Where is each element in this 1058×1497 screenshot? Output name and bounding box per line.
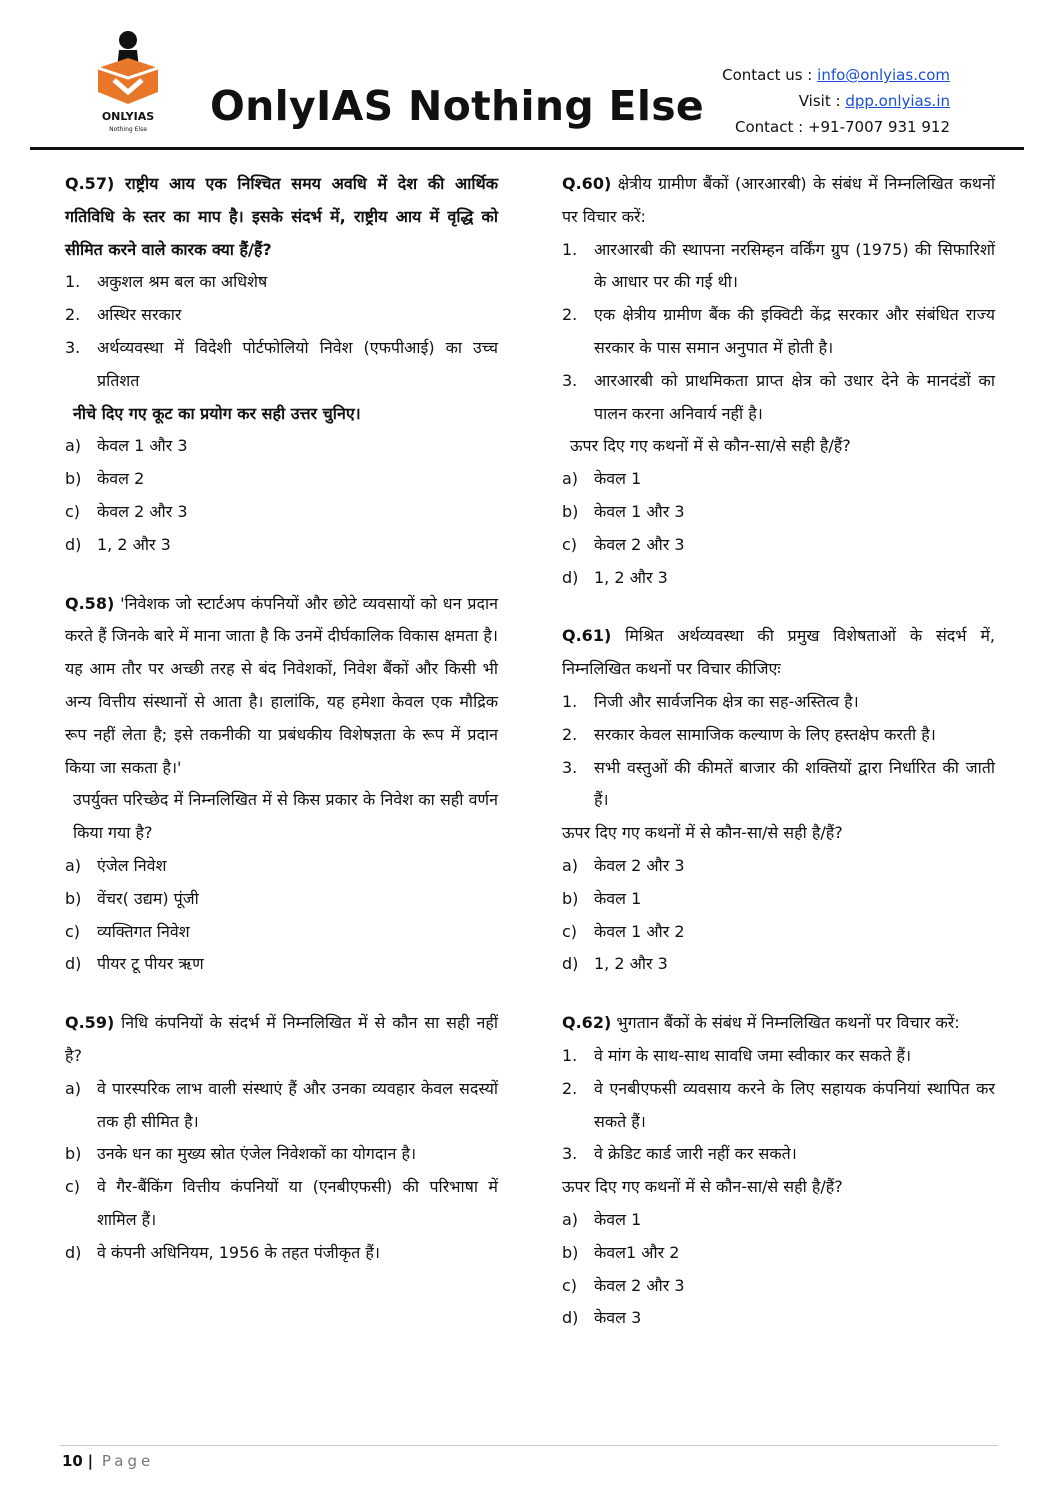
page-footer (62, 1452, 154, 1470)
question-number: Q.58) (65, 593, 115, 613)
question-62 (562, 1007, 995, 1335)
option: c) केवल 2 और 3 (65, 501, 188, 521)
option: b) केवल1 और 2 (562, 1242, 680, 1262)
question-text: निधि कंपनियों के संदर्भ में निम्नलिखित में से कौन सा सही नहीं है? (65, 1013, 498, 1065)
question-number: Q.61) (562, 626, 612, 646)
instruction: ऊपर दिए गए कथनों में से कौन-सा/से सही है/हैं? (562, 1177, 843, 1197)
option: a) केवल 1 (562, 469, 642, 489)
option: d) 1, 2 और 3 (562, 954, 668, 974)
question-61 (562, 620, 995, 981)
option: a) वे पारस्परिक लाभ वाली संस्थाएं हैं और उनका व्यवहार केवल सदस्यों तक ही सीमित है। (65, 1078, 498, 1131)
statement: 3. सभी वस्तुओं की कीमतें बाजार की शक्तियों द्वारा निर्धारित की जाती हैं। (562, 757, 995, 810)
statement: 3. वे क्रेडिट कार्ड जारी नहीं कर सकते। (562, 1144, 797, 1164)
option: a) केवल 1 (562, 1209, 642, 1229)
instruction: ऊपर दिए गए कथनों में से कौन-सा/से सही है/हैं? (570, 436, 851, 456)
contact-email-link[interactable]: info@onlyias.com (817, 66, 950, 84)
statement: 3. आरआरबी को प्राथमिकता प्राप्त क्षेत्र को उधार देने के मानदंडों का पालन करना अनिवार्य नहीं है। (562, 370, 995, 423)
option: b) केवल 1 (562, 888, 642, 908)
header-divider (30, 147, 1024, 150)
contact-label: Contact us : (722, 66, 813, 84)
option: c) केवल 1 और 2 (562, 921, 685, 941)
statement: 2. अस्थिर सरकार (65, 305, 182, 325)
option: c) केवल 2 और 3 (562, 1275, 685, 1295)
option: d) वे कंपनी अधिनियम, 1956 के तहत पंजीकृत हैं। (65, 1242, 380, 1262)
footer-separator: | (87, 1452, 94, 1470)
question-60 (562, 168, 995, 594)
visit-label: Visit : (798, 92, 841, 110)
statement: 2. वे एनबीएफसी व्यवसाय करने के लिए सहायक कंपनियां स्थापित कर सकते हैं। (562, 1078, 995, 1131)
option: a) एंजेल निवेश (65, 855, 167, 875)
statement: 1. निजी और सार्वजनिक क्षेत्र का सह-अस्तित्व है। (562, 691, 859, 711)
option: a) केवल 1 और 3 (65, 436, 188, 456)
option: d) पीयर टू पीयर ऋण (65, 954, 204, 974)
question-text: 'निवेशक जो स्टार्टअप कंपनियों और छोटे व्यवसायों को धन प्रदान करते हैं जिनके बारे में माना जाता है कि उनमें दीर्घकालिक विकास क्षमता है। यह आम तौर पर अच्छी तरह से बंद निवेशकों, निवेश बैंकों और किसी भी अन्य वित्तीय संस्थानों से आता है। हालांकि, यह हमेशा केवल एक मौद्रिक रूप नहीं लेता है; इसे तकनीकी या प्रबंधकीय विशेषज्ञता के रूप में प्रदान किया जा सकता है।' (65, 593, 498, 777)
statement: 1. आरआरबी की स्थापना नरसिम्हन वर्किंग ग्रुप (1975) की सिफारिशों के आधार पर की गई थी। (562, 239, 995, 292)
instruction: उपर्युक्त परिच्छेद में निम्नलिखित में से किस प्रकार के निवेश का सही वर्णन किया गया है? (73, 790, 498, 843)
statement: 1. अकुशल श्रम बल का अधिशेष (65, 272, 268, 292)
option: c) केवल 2 और 3 (562, 534, 685, 554)
option: b) केवल 1 और 3 (562, 501, 685, 521)
left-column (65, 168, 498, 1270)
footer-divider (60, 1445, 998, 1446)
option: d) केवल 3 (562, 1308, 642, 1328)
statement: 2. एक क्षेत्रीय ग्रामीण बैंक की इक्विटी केंद्र सरकार और संबंधित राज्य सरकार के पास समान अनुपात में होती है। (562, 305, 995, 357)
question-text: भुगतान बैंकों के संबंध में निम्नलिखित कथनों पर विचार करें: (616, 1013, 960, 1033)
option: d) 1, 2 और 3 (65, 534, 171, 554)
visit-url-link[interactable]: dpp.onlyias.in (845, 92, 950, 110)
page-label: Page (101, 1452, 155, 1470)
onlyias-logo (92, 28, 164, 134)
phone-line: Contact : +91-7007 931 912 (735, 118, 950, 136)
statement: 1. वे मांग के साथ-साथ सावधि जमा स्वीकार कर सकते हैं। (562, 1045, 912, 1065)
question-number: Q.62) (562, 1013, 612, 1033)
instruction: ऊपर दिए गए कथनों में से कौन-सा/से सही है/हैं? (562, 823, 843, 843)
brand-title: OnlyIAS Nothing Else (210, 82, 705, 130)
statement: 3. अर्थव्यवस्था में विदेशी पोर्टफोलियो निवेश (एफपीआई) का उच्च प्रतिशत (65, 337, 498, 390)
question-number: Q.60) (562, 174, 612, 193)
option: c) व्यक्तिगत निवेश (65, 921, 190, 941)
option: b) केवल 2 (65, 469, 145, 489)
question-57 (65, 168, 498, 562)
option: a) केवल 2 और 3 (562, 855, 685, 875)
instruction: नीचे दिए गए कूट का प्रयोग कर सही उत्तर चुनिए। (73, 403, 361, 423)
logo-subtext: Nothing Else (109, 126, 147, 133)
right-column (562, 168, 995, 1335)
logo-text: ONLYIAS (101, 110, 155, 123)
question-59 (65, 1007, 498, 1269)
question-number: Q.59) (65, 1013, 115, 1033)
page-number: 10 (62, 1452, 83, 1470)
contact-block (722, 62, 950, 140)
question-text: मिश्रित अर्थव्यवस्था की प्रमुख विशेषताओं के संदर्भ में, निम्नलिखित कथनों पर विचार कीजिएः (562, 626, 995, 679)
question-number: Q.57) (65, 174, 115, 193)
statement: 2. सरकार केवल सामाजिक कल्याण के लिए हस्तक्षेप करती है। (562, 724, 936, 744)
page-header (0, 0, 1058, 150)
option: b) वेंचर( उद्यम) पूंजी (65, 888, 199, 908)
option: d) 1, 2 और 3 (562, 567, 668, 587)
option: c) वे गैर-बैंकिंग वित्तीय कंपनियों या (एनबीएफसी) की परिभाषा में शामिल हैं। (65, 1177, 498, 1229)
option: b) उनके धन का मुख्य स्रोत एंजेल निवेशकों का योगदान है। (65, 1144, 417, 1164)
question-58 (65, 588, 498, 982)
question-text: राष्ट्रीय आय एक निश्चित समय अवधि में देश की आर्थिक गतिविधि के स्तर का माप है। इसके संदर्भ में, राष्ट्रीय आय में वृद्धि को सीमित करने वाले कारक क्या हैं/हैं? (65, 174, 498, 259)
question-text: क्षेत्रीय ग्रामीण बैंकों (आरआरबी) के संबंध में निम्नलिखित कथनों पर विचार करें: (562, 174, 995, 226)
